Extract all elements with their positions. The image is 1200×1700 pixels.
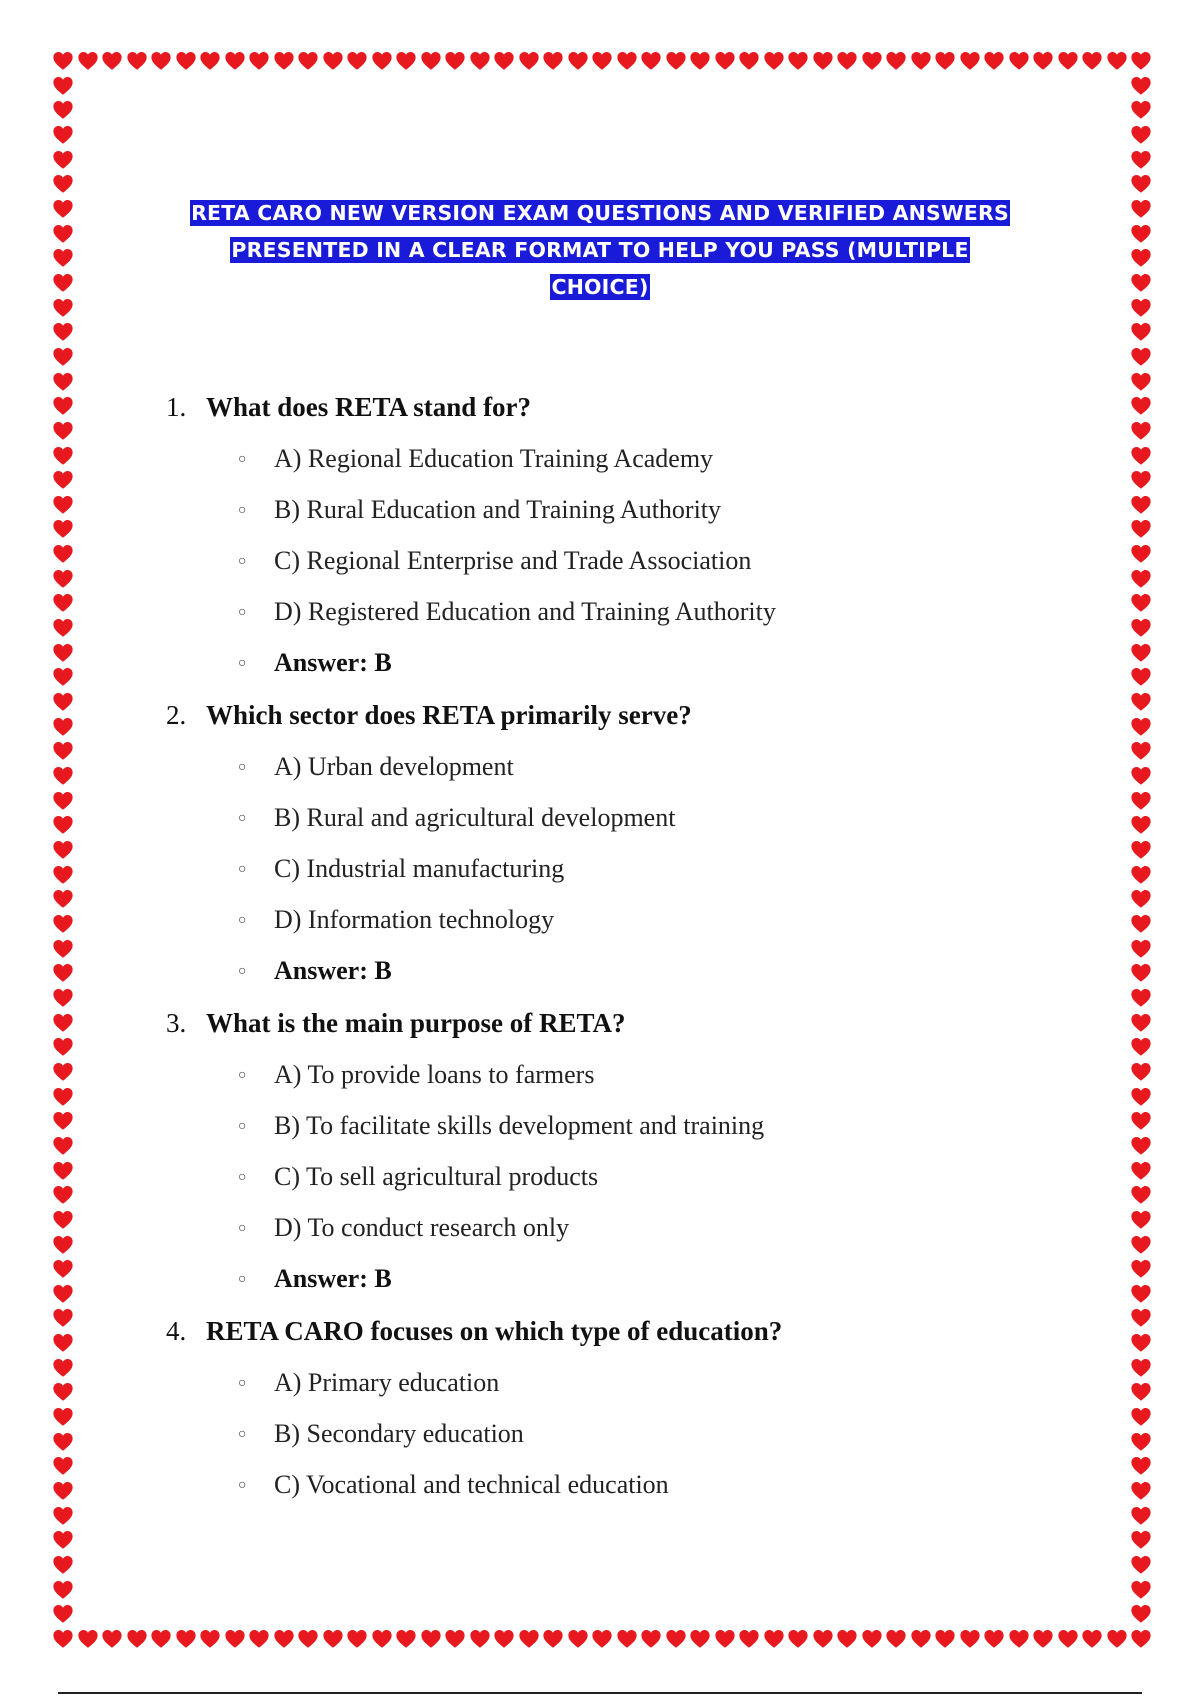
heart-icon [1130,371,1152,393]
heart-icon [714,50,736,72]
heart-icon [52,938,74,960]
heart-icon [763,50,785,72]
question-number: 4. [166,1316,187,1346]
heart-icon [1130,666,1152,688]
option-item [166,445,1066,496]
heart-icon [591,1628,613,1650]
heart-icon [52,1579,74,1601]
option-text: C) Regional Enterprise and Trade Association [274,546,752,575]
heart-icon [52,395,74,417]
option-item [166,804,1066,855]
heart-icon [52,469,74,491]
heart-icon [52,1258,74,1280]
heart-icon [52,1036,74,1058]
heart-icon [885,50,907,72]
heart-icon [52,1357,74,1379]
heart-icon [52,814,74,836]
heart-icon [52,1628,74,1650]
question-heading [166,1316,1066,1369]
question-text: What is the main purpose of RETA? [206,1008,626,1038]
heart-icon [1130,592,1152,614]
heart-icon [1130,913,1152,935]
heart-icon [52,99,74,121]
heart-icon [52,864,74,886]
heart-icon [52,1332,74,1354]
heart-icon [1106,50,1128,72]
heart-icon [1130,395,1152,417]
answer-item [166,649,1066,700]
heart-icon [52,617,74,639]
heart-icon [934,1628,956,1650]
heart-icon [52,962,74,984]
heart-icon [542,1628,564,1650]
option-text: D) To conduct research only [274,1213,570,1242]
heart-icon [248,1628,270,1650]
question-heading [166,1008,1066,1061]
hollow-circle-icon: ○ [238,1170,247,1185]
heart-icon [1130,888,1152,910]
heart-icon [493,1628,515,1650]
heart-icon [493,50,515,72]
hollow-circle-icon: ○ [238,760,247,775]
answer-text: Answer: B [274,648,392,677]
heart-icon [52,790,74,812]
hollow-circle-icon: ○ [238,554,247,569]
heart-icon [1130,494,1152,516]
heart-icon [52,987,74,1009]
option-text: A) Primary education [274,1368,500,1397]
heart-icon [787,1628,809,1650]
heart-icon [52,1431,74,1453]
heart-icon [199,1628,221,1650]
option-item [166,1471,1066,1522]
hollow-circle-icon: ○ [238,1478,247,1493]
option-text: B) To facilitate skills development and training [274,1111,765,1140]
heart-icon [175,1628,197,1650]
heart-icon [1130,617,1152,639]
heart-icon [959,1628,981,1650]
heart-icon [1130,642,1152,664]
heart-icon [175,50,197,72]
heart-icon [52,445,74,467]
option-item [166,1214,1066,1265]
option-text: D) Registered Education and Training Authority [274,597,776,626]
heart-icon [52,371,74,393]
heart-icon [1130,272,1152,294]
heart-icon [52,1135,74,1157]
heart-icon [1130,790,1152,812]
heart-icon [346,50,368,72]
heart-icon [1130,1283,1152,1305]
heart-icon [1130,1579,1152,1601]
heart-icon [77,1628,99,1650]
heart-icon [1130,987,1152,1009]
heart-icon [52,1455,74,1477]
heart-icon [52,1406,74,1428]
heart-icon [1130,1505,1152,1527]
heart-icon [885,1628,907,1650]
option-item [166,855,1066,906]
heart-icon [199,50,221,72]
heart-icon [150,1628,172,1650]
heart-icon [542,50,564,72]
option-text: A) Regional Education Training Academy [274,444,714,473]
heart-icon [1130,716,1152,738]
heart-icon [126,50,148,72]
heart-icon [1106,1628,1128,1650]
option-item [166,598,1066,649]
heart-icon [1130,1234,1152,1256]
question-1 [166,392,1066,700]
question-2 [166,700,1066,1008]
heart-icon [910,50,932,72]
heart-icon [52,198,74,220]
heart-icon [763,1628,785,1650]
option-text: A) Urban development [274,752,514,781]
heart-icon [1130,346,1152,368]
heart-icon [567,50,589,72]
heart-icon [1057,1628,1079,1650]
question-number: 2. [166,700,187,730]
hollow-circle-icon: ○ [238,1272,247,1287]
hollow-circle-icon: ○ [238,656,247,671]
heart-icon [52,1184,74,1206]
heart-icon [1130,50,1152,72]
option-text: A) To provide loans to farmers [274,1060,595,1089]
heart-icon [52,1209,74,1231]
heart-icon [1130,321,1152,343]
heart-icon [273,1628,295,1650]
heart-icon [224,1628,246,1650]
question-list [166,392,1066,1522]
heart-icon [1130,297,1152,319]
heart-icon [52,297,74,319]
heart-icon [1130,1135,1152,1157]
heart-icon [1130,99,1152,121]
heart-icon [444,50,466,72]
question-4 [166,1316,1066,1522]
heart-icon [52,223,74,245]
heart-icon [1130,740,1152,762]
heart-icon [52,765,74,787]
question-text: What does RETA stand for? [206,392,532,422]
heart-icon [101,1628,123,1650]
heart-icon [469,1628,491,1650]
heart-icon [52,592,74,614]
hollow-circle-icon: ○ [238,913,247,928]
heart-icon [1130,1529,1152,1551]
heart-icon [52,1480,74,1502]
heart-icon [52,1505,74,1527]
heart-icon [1130,938,1152,960]
option-item [166,753,1066,804]
hollow-circle-icon: ○ [238,1119,247,1134]
heart-icon [52,124,74,146]
heart-icon [297,1628,319,1650]
heart-icon [52,1529,74,1551]
heart-icon [273,50,295,72]
heart-icon [1130,962,1152,984]
heart-icon [52,272,74,294]
heart-icon [1130,149,1152,171]
heart-icon [689,1628,711,1650]
heart-icon [1130,839,1152,861]
heart-icon [1130,1554,1152,1576]
option-item [166,906,1066,957]
heart-icon [1130,1209,1152,1231]
heart-icon [420,50,442,72]
heart-icon [1130,691,1152,713]
heart-icon [52,420,74,442]
heart-icon [1130,864,1152,886]
heart-icon [959,50,981,72]
heart-icon [1130,75,1152,97]
heart-icon [983,50,1005,72]
heart-icon [1130,1381,1152,1403]
heart-icon [1130,223,1152,245]
heart-icon [518,50,540,72]
heart-icon [52,1012,74,1034]
heart-icon [1130,765,1152,787]
heart-icon [77,50,99,72]
heart-icon [52,149,74,171]
heart-icon [52,1160,74,1182]
heart-icon [126,1628,148,1650]
heart-icon [469,50,491,72]
heart-icon [591,50,613,72]
heart-icon [567,1628,589,1650]
heart-icon [52,888,74,910]
heart-icon [640,1628,662,1650]
heart-icon [52,1603,74,1625]
heart-icon [665,1628,687,1650]
page-content [100,195,1100,306]
heart-icon [322,50,344,72]
hollow-circle-icon: ○ [238,503,247,518]
heart-icon [1130,568,1152,590]
heart-icon [52,1110,74,1132]
heart-icon [297,50,319,72]
question-heading [166,700,1066,753]
heart-icon [248,50,270,72]
question-text: Which sector does RETA primarily serve? [206,700,692,730]
heart-icon [52,691,74,713]
heart-icon [52,1283,74,1305]
heart-icon [1130,247,1152,269]
heart-icon [1081,50,1103,72]
heart-icon [616,50,638,72]
option-text: C) Vocational and technical education [274,1470,669,1499]
heart-icon [1032,1628,1054,1650]
heart-icon [1130,1628,1152,1650]
heart-icon [1130,1110,1152,1132]
heart-icon [52,1061,74,1083]
hollow-circle-icon: ○ [238,1221,247,1236]
heart-icon [1130,1603,1152,1625]
option-item [166,496,1066,547]
heart-icon [689,50,711,72]
heart-icon [1130,445,1152,467]
hollow-circle-icon: ○ [238,1068,247,1083]
heart-icon [1130,543,1152,565]
heart-icon [1130,1431,1152,1453]
heart-icon [52,75,74,97]
question-3 [166,1008,1066,1316]
option-item [166,1112,1066,1163]
heart-icon [910,1628,932,1650]
heart-icon [52,1234,74,1256]
option-text: C) To sell agricultural products [274,1162,599,1191]
title-line-1: RETA CARO NEW VERSION EXAM QUESTIONS AND VERIFIED ANSWERS [191,201,1009,225]
heart-icon [52,1086,74,1108]
option-text: C) Industrial manufacturing [274,854,565,883]
heart-icon [52,518,74,540]
heart-icon [52,740,74,762]
heart-icon [1130,124,1152,146]
heart-icon [101,50,123,72]
hollow-circle-icon: ○ [238,605,247,620]
heart-icon [861,1628,883,1650]
heart-icon [812,50,834,72]
option-text: B) Rural Education and Training Authority [274,495,722,524]
heart-icon [787,50,809,72]
heart-icon [52,642,74,664]
title-line-3: CHOICE) [551,275,649,299]
hollow-circle-icon: ○ [238,964,247,979]
heart-icon [1130,1480,1152,1502]
heart-icon [836,1628,858,1650]
heart-icon [1057,50,1079,72]
heart-icon [518,1628,540,1650]
heart-icon [395,50,417,72]
footer-rule [58,1692,1142,1694]
option-item [166,1420,1066,1471]
heart-icon [1130,1332,1152,1354]
heart-icon [1130,1357,1152,1379]
heart-icon [150,50,172,72]
heart-icon [52,321,74,343]
heart-icon [420,1628,442,1650]
heart-icon [224,50,246,72]
heart-icon [616,1628,638,1650]
heart-icon [983,1628,1005,1650]
option-text: D) Information technology [274,905,555,934]
heart-icon [1130,518,1152,540]
option-text: B) Secondary education [274,1419,524,1448]
heart-icon [836,50,858,72]
heart-icon [52,173,74,195]
heart-icon [1130,1036,1152,1058]
heart-icon [812,1628,834,1650]
heart-icon [52,543,74,565]
hollow-circle-icon: ○ [238,1376,247,1391]
heart-icon [52,1381,74,1403]
title-line-2: PRESENTED IN A CLEAR FORMAT TO HELP YOU PASS (MULTIPLE [231,238,969,262]
heart-icon [52,666,74,688]
question-number: 3. [166,1008,187,1038]
heart-icon [934,50,956,72]
heart-icon [322,1628,344,1650]
heart-icon [640,50,662,72]
heart-icon [52,568,74,590]
option-item [166,547,1066,598]
heart-icon [665,50,687,72]
heart-icon [1130,173,1152,195]
option-item [166,1061,1066,1112]
heart-icon [1130,1258,1152,1280]
heart-icon [52,716,74,738]
heart-icon [1130,198,1152,220]
heart-icon [1130,1184,1152,1206]
answer-text: Answer: B [274,1264,392,1293]
heart-icon [1130,814,1152,836]
heart-icon [714,1628,736,1650]
answer-item [166,1265,1066,1316]
document-title [100,195,1100,306]
heart-icon [1130,1455,1152,1477]
heart-icon [52,50,74,72]
heart-icon [1130,1307,1152,1329]
heart-icon [371,50,393,72]
answer-item [166,957,1066,1008]
heart-icon [52,1554,74,1576]
heart-icon [1130,1160,1152,1182]
heart-icon [52,346,74,368]
heart-icon [1130,1406,1152,1428]
answer-text: Answer: B [274,956,392,985]
option-text: B) Rural and agricultural development [274,803,676,832]
heart-icon [1130,1012,1152,1034]
heart-icon [52,494,74,516]
heart-icon [1130,1086,1152,1108]
heart-icon [52,913,74,935]
heart-icon [52,839,74,861]
heart-icon [738,1628,760,1650]
question-text: RETA CARO focuses on which type of education? [206,1316,783,1346]
heart-icon [395,1628,417,1650]
hollow-circle-icon: ○ [238,452,247,467]
heart-icon [1008,1628,1030,1650]
option-item [166,1163,1066,1214]
hollow-circle-icon: ○ [238,1427,247,1442]
hollow-circle-icon: ○ [238,811,247,826]
heart-icon [1130,1061,1152,1083]
heart-icon [444,1628,466,1650]
question-heading [166,392,1066,445]
heart-icon [1130,469,1152,491]
heart-icon [346,1628,368,1650]
heart-icon [1032,50,1054,72]
heart-icon [371,1628,393,1650]
heart-icon [861,50,883,72]
option-item [166,1369,1066,1420]
heart-icon [738,50,760,72]
heart-icon [1008,50,1030,72]
heart-icon [1130,420,1152,442]
heart-icon [52,1307,74,1329]
heart-icon [52,247,74,269]
question-number: 1. [166,392,187,422]
heart-icon [1081,1628,1103,1650]
hollow-circle-icon: ○ [238,862,247,877]
